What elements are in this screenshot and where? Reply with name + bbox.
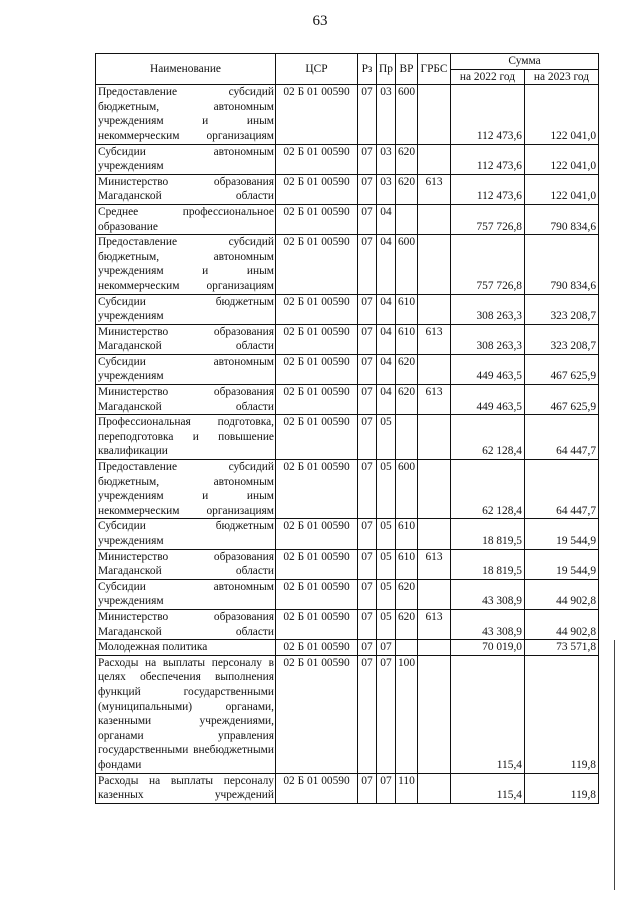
cell-sum-2022: 449 463,5 xyxy=(451,385,525,415)
cell-sum-2022: 308 263,3 xyxy=(451,324,525,354)
cell-name: Субсидии автономным учреждениям xyxy=(96,354,276,384)
cell-csr: 02 Б 01 00590 xyxy=(276,415,358,460)
cell-grbs xyxy=(418,85,451,144)
cell-rz: 07 xyxy=(358,204,377,234)
cell-name: Предоставление субсидий бюджетным, автономным учреждениям и иным некоммерческим организациям xyxy=(96,235,276,294)
cell-sum-2022: 112 473,6 xyxy=(451,174,525,204)
table-row xyxy=(96,324,599,354)
cell-sum-2022: 115,4 xyxy=(451,655,525,773)
header-grbs: ГРБС xyxy=(418,54,451,85)
cell-grbs xyxy=(418,640,451,656)
table-body xyxy=(96,85,599,804)
cell-sum-2023: 467 625,9 xyxy=(525,385,599,415)
cell-rz: 07 xyxy=(358,519,377,549)
table-row xyxy=(96,519,599,549)
cell-rz: 07 xyxy=(358,609,377,639)
cell-csr: 02 Б 01 00590 xyxy=(276,519,358,549)
cell-name: Министерство образования Магаданской области xyxy=(96,174,276,204)
cell-pr: 04 xyxy=(377,354,396,384)
cell-rz: 07 xyxy=(358,324,377,354)
cell-sum-2023: 44 902,8 xyxy=(525,609,599,639)
cell-name: Субсидии автономным учреждениям xyxy=(96,144,276,174)
cell-sum-2022: 115,4 xyxy=(451,773,525,803)
cell-name: Среднее профессиональное образование xyxy=(96,204,276,234)
cell-vr: 620 xyxy=(396,354,418,384)
table-row xyxy=(96,549,599,579)
cell-sum-2023: 64 447,7 xyxy=(525,460,599,519)
cell-vr xyxy=(396,204,418,234)
cell-vr: 620 xyxy=(396,385,418,415)
header-name: Наименование xyxy=(96,54,276,85)
cell-pr: 07 xyxy=(377,640,396,656)
cell-pr: 05 xyxy=(377,609,396,639)
cell-name: Профессиональная подготовка, переподготовка и повышение квалификации xyxy=(96,415,276,460)
cell-grbs xyxy=(418,235,451,294)
cell-sum-2022: 112 473,6 xyxy=(451,144,525,174)
cell-vr: 600 xyxy=(396,85,418,144)
cell-sum-2023: 122 041,0 xyxy=(525,85,599,144)
cell-sum-2023: 323 208,7 xyxy=(525,294,599,324)
cell-sum-2022: 18 819,5 xyxy=(451,519,525,549)
header-pr: Пр xyxy=(377,54,396,85)
table-row xyxy=(96,385,599,415)
cell-sum-2023: 19 544,9 xyxy=(525,519,599,549)
cell-csr: 02 Б 01 00590 xyxy=(276,235,358,294)
cell-grbs xyxy=(418,415,451,460)
cell-name: Молодежная политика xyxy=(96,640,276,656)
header-row-top xyxy=(96,54,599,70)
table-row xyxy=(96,235,599,294)
cell-csr: 02 Б 01 00590 xyxy=(276,174,358,204)
cell-csr: 02 Б 01 00590 xyxy=(276,655,358,773)
cell-sum-2022: 112 473,6 xyxy=(451,85,525,144)
cell-csr: 02 Б 01 00590 xyxy=(276,144,358,174)
cell-pr: 04 xyxy=(377,294,396,324)
cell-name: Предоставление субсидий бюджетным, автономным учреждениям и иным некоммерческим организациям xyxy=(96,460,276,519)
cell-pr: 05 xyxy=(377,549,396,579)
cell-sum-2022: 449 463,5 xyxy=(451,354,525,384)
cell-csr: 02 Б 01 00590 xyxy=(276,579,358,609)
cell-pr: 03 xyxy=(377,144,396,174)
cell-pr: 05 xyxy=(377,519,396,549)
header-year-2023: на 2023 год xyxy=(525,69,599,85)
cell-grbs xyxy=(418,294,451,324)
cell-csr: 02 Б 01 00590 xyxy=(276,354,358,384)
cell-rz: 07 xyxy=(358,773,377,803)
cell-grbs xyxy=(418,204,451,234)
cell-name: Министерство образования Магаданской области xyxy=(96,609,276,639)
cell-grbs xyxy=(418,460,451,519)
cell-vr: 100 xyxy=(396,655,418,773)
table-row xyxy=(96,655,599,773)
cell-csr: 02 Б 01 00590 xyxy=(276,204,358,234)
cell-name: Министерство образования Магаданской области xyxy=(96,324,276,354)
table-row xyxy=(96,174,599,204)
cell-sum-2023: 467 625,9 xyxy=(525,354,599,384)
cell-csr: 02 Б 01 00590 xyxy=(276,640,358,656)
cell-csr: 02 Б 01 00590 xyxy=(276,549,358,579)
cell-sum-2023: 19 544,9 xyxy=(525,549,599,579)
cell-grbs: 613 xyxy=(418,609,451,639)
table-row xyxy=(96,354,599,384)
cell-vr: 610 xyxy=(396,519,418,549)
cell-sum-2023: 790 834,6 xyxy=(525,204,599,234)
table-row xyxy=(96,204,599,234)
cell-vr: 600 xyxy=(396,235,418,294)
cell-rz: 07 xyxy=(358,235,377,294)
cell-sum-2023: 119,8 xyxy=(525,655,599,773)
cell-grbs: 613 xyxy=(418,174,451,204)
cell-pr: 04 xyxy=(377,385,396,415)
cell-sum-2023: 122 041,0 xyxy=(525,174,599,204)
cell-grbs: 613 xyxy=(418,549,451,579)
cell-name: Субсидии бюджетным учреждениям xyxy=(96,294,276,324)
cell-rz: 07 xyxy=(358,85,377,144)
cell-grbs xyxy=(418,655,451,773)
cell-pr: 07 xyxy=(377,773,396,803)
cell-rz: 07 xyxy=(358,385,377,415)
cell-rz: 07 xyxy=(358,354,377,384)
cell-rz: 07 xyxy=(358,415,377,460)
cell-csr: 02 Б 01 00590 xyxy=(276,773,358,803)
cell-sum-2023: 44 902,8 xyxy=(525,579,599,609)
cell-pr: 05 xyxy=(377,460,396,519)
header-csr: ЦСР xyxy=(276,54,358,85)
cell-vr xyxy=(396,640,418,656)
cell-pr: 03 xyxy=(377,85,396,144)
cell-name: Субсидии бюджетным учреждениям xyxy=(96,519,276,549)
cell-csr: 02 Б 01 00590 xyxy=(276,609,358,639)
cell-sum-2022: 62 128,4 xyxy=(451,460,525,519)
cell-vr: 620 xyxy=(396,174,418,204)
cell-name: Министерство образования Магаданской области xyxy=(96,385,276,415)
cell-csr: 02 Б 01 00590 xyxy=(276,385,358,415)
cell-name: Министерство образования Магаданской области xyxy=(96,549,276,579)
cell-vr: 620 xyxy=(396,144,418,174)
cell-grbs xyxy=(418,773,451,803)
cell-grbs: 613 xyxy=(418,385,451,415)
cell-pr: 04 xyxy=(377,324,396,354)
table-row xyxy=(96,609,599,639)
cell-vr: 110 xyxy=(396,773,418,803)
table-row xyxy=(96,294,599,324)
cell-sum-2022: 43 308,9 xyxy=(451,579,525,609)
cell-pr: 04 xyxy=(377,204,396,234)
cell-sum-2023: 73 571,8 xyxy=(525,640,599,656)
cell-rz: 07 xyxy=(358,294,377,324)
cell-sum-2023: 122 041,0 xyxy=(525,144,599,174)
cell-sum-2022: 308 263,3 xyxy=(451,294,525,324)
cell-name: Субсидии автономным учреждениям xyxy=(96,579,276,609)
scan-edge-line xyxy=(614,640,615,890)
cell-rz: 07 xyxy=(358,144,377,174)
cell-pr: 04 xyxy=(377,235,396,294)
table-row xyxy=(96,415,599,460)
cell-sum-2022: 757 726,8 xyxy=(451,204,525,234)
cell-sum-2023: 790 834,6 xyxy=(525,235,599,294)
table-row xyxy=(96,579,599,609)
cell-name: Расходы на выплаты персоналу в целях обеспечения выполнения функций государственными (муниципальными) органами, казенными учреждениями, органами управления государственными внебюджетными фондами xyxy=(96,655,276,773)
header-rz: Рз xyxy=(358,54,377,85)
cell-name: Расходы на выплаты персоналу казенных учреждений xyxy=(96,773,276,803)
cell-vr xyxy=(396,415,418,460)
cell-rz: 07 xyxy=(358,174,377,204)
cell-rz: 07 xyxy=(358,549,377,579)
cell-pr: 07 xyxy=(377,655,396,773)
cell-grbs xyxy=(418,354,451,384)
cell-grbs xyxy=(418,519,451,549)
cell-sum-2022: 43 308,9 xyxy=(451,609,525,639)
cell-rz: 07 xyxy=(358,655,377,773)
budget-table xyxy=(95,53,599,804)
cell-sum-2023: 323 208,7 xyxy=(525,324,599,354)
cell-csr: 02 Б 01 00590 xyxy=(276,85,358,144)
cell-sum-2023: 119,8 xyxy=(525,773,599,803)
cell-rz: 07 xyxy=(358,579,377,609)
table-row xyxy=(96,85,599,144)
cell-pr: 05 xyxy=(377,415,396,460)
page-number: 63 xyxy=(312,13,328,29)
header-sum: Сумма xyxy=(451,54,599,70)
cell-grbs xyxy=(418,579,451,609)
cell-sum-2022: 62 128,4 xyxy=(451,415,525,460)
table-row xyxy=(96,773,599,803)
cell-vr: 610 xyxy=(396,294,418,324)
cell-grbs: 613 xyxy=(418,324,451,354)
cell-pr: 03 xyxy=(377,174,396,204)
cell-csr: 02 Б 01 00590 xyxy=(276,460,358,519)
cell-csr: 02 Б 01 00590 xyxy=(276,324,358,354)
cell-csr: 02 Б 01 00590 xyxy=(276,294,358,324)
cell-sum-2022: 18 819,5 xyxy=(451,549,525,579)
cell-rz: 07 xyxy=(358,460,377,519)
table-row xyxy=(96,460,599,519)
cell-pr: 05 xyxy=(377,579,396,609)
cell-sum-2023: 64 447,7 xyxy=(525,415,599,460)
cell-sum-2022: 70 019,0 xyxy=(451,640,525,656)
cell-vr: 610 xyxy=(396,324,418,354)
table-row xyxy=(96,640,599,656)
cell-sum-2022: 757 726,8 xyxy=(451,235,525,294)
cell-vr: 620 xyxy=(396,609,418,639)
cell-vr: 610 xyxy=(396,549,418,579)
cell-grbs xyxy=(418,144,451,174)
cell-vr: 620 xyxy=(396,579,418,609)
cell-vr: 600 xyxy=(396,460,418,519)
table-row xyxy=(96,144,599,174)
header-vr: ВР xyxy=(396,54,418,85)
cell-rz: 07 xyxy=(358,640,377,656)
cell-name: Предоставление субсидий бюджетным, автономным учреждениям и иным некоммерческим организациям xyxy=(96,85,276,144)
header-year-2022: на 2022 год xyxy=(451,69,525,85)
